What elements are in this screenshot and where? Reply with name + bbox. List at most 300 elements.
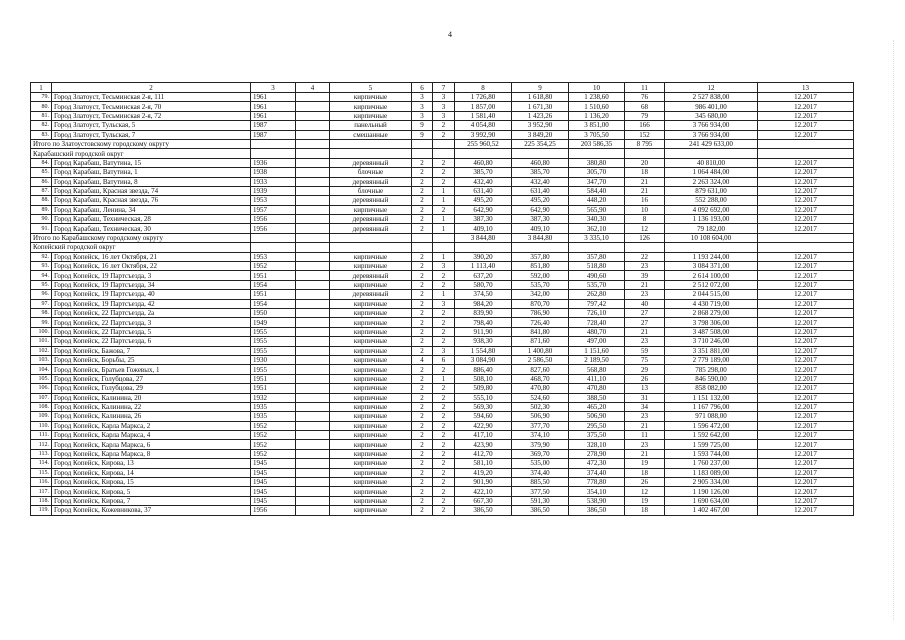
address: Город Копейск, Кирова, 13 (52, 459, 251, 468)
empty-cell (433, 149, 455, 158)
empty-cell (296, 139, 330, 148)
area-residential: 480,70 (569, 327, 625, 336)
table-row (31, 299, 854, 308)
wall-material: деревянный (330, 224, 412, 233)
address: Город Копейск, 19 Партсъезда, 40 (52, 290, 251, 299)
cost: 2 512 072,00 (665, 280, 758, 289)
cost: 858 082,00 (665, 384, 758, 393)
deadline: 12.2017 (758, 337, 854, 346)
area-living: 841,80 (512, 327, 569, 336)
deadline: 12.2017 (758, 327, 854, 336)
area-total: 417,10 (455, 431, 512, 440)
entrances: 3 (433, 93, 455, 102)
deadline: 12.2017 (758, 224, 854, 233)
deadline: 12.2017 (758, 215, 854, 224)
deadline: 12.2017 (758, 459, 854, 468)
area-total: 509,80 (455, 384, 512, 393)
year-built: 1951 (251, 271, 296, 280)
row-number: 93. (31, 262, 52, 271)
area-residential: 1 136,20 (569, 111, 625, 120)
area-total: 594,60 (455, 412, 512, 421)
floors: 2 (412, 412, 433, 421)
column-4 (296, 318, 330, 327)
floors: 9 (412, 121, 433, 130)
cost: 2 263 324,00 (665, 177, 758, 186)
address: Город Карабаш, Красная звезда, 74 (52, 186, 251, 195)
cost: 1 593 744,00 (665, 449, 758, 458)
table-row (31, 431, 854, 440)
residents: 19 (625, 496, 665, 505)
table-row (31, 93, 854, 102)
empty-cell (296, 233, 330, 242)
deadline: 12.2017 (758, 374, 854, 383)
table-row (31, 487, 854, 496)
cost: 1 592 642,00 (665, 431, 758, 440)
wall-material: смешанные (330, 130, 412, 139)
residents: 21 (625, 280, 665, 289)
residents: 21 (625, 327, 665, 336)
year-built: 1955 (251, 346, 296, 355)
row-number: 118. (31, 496, 52, 505)
area-residential: 778,80 (569, 478, 625, 487)
total-residents (625, 149, 665, 158)
row-number: 112. (31, 440, 52, 449)
residents: 75 (625, 355, 665, 364)
group-label: Копейский городской округ (31, 243, 251, 252)
cost: 1 690 634,00 (665, 496, 758, 505)
year-built: 1933 (251, 177, 296, 186)
table-row (31, 308, 854, 317)
wall-material: кирпичные (330, 111, 412, 120)
table-row (31, 402, 854, 411)
area-residential: 568,80 (569, 365, 625, 374)
deadline: 12.2017 (758, 506, 854, 515)
column-4 (296, 299, 330, 308)
column-4 (296, 186, 330, 195)
empty-cell (296, 243, 330, 252)
cost: 1 151 132,00 (665, 393, 758, 402)
address: Город Копейск, Борьбы, 25 (52, 355, 251, 364)
row-number: 107. (31, 393, 52, 402)
wall-material: деревянный (330, 215, 412, 224)
area-total: 3 992,90 (455, 130, 512, 139)
wall-material: кирпичные (330, 308, 412, 317)
address: Город Копейск, Карла Маркса, 2 (52, 421, 251, 430)
column-4 (296, 355, 330, 364)
total-area-living: 3 844,80 (512, 233, 569, 242)
area-residential: 726,10 (569, 308, 625, 317)
wall-material: деревянный (330, 196, 412, 205)
residents: 10 (625, 205, 665, 214)
table-row (31, 121, 854, 130)
area-residential: 472,30 (569, 459, 625, 468)
area-living: 342,00 (512, 290, 569, 299)
residents: 13 (625, 384, 665, 393)
floors: 2 (412, 299, 433, 308)
floors: 4 (412, 355, 433, 364)
row-number: 91. (31, 224, 52, 233)
entrances: 1 (433, 252, 455, 261)
row-number: 101. (31, 337, 52, 346)
area-residential: 375,50 (569, 431, 625, 440)
year-built: 1945 (251, 459, 296, 468)
wall-material: кирпичные (330, 421, 412, 430)
residents: 152 (625, 130, 665, 139)
column-header: 13 (758, 83, 854, 93)
row-number: 82. (31, 121, 52, 130)
wall-material: кирпичные (330, 327, 412, 336)
floors: 2 (412, 327, 433, 336)
total-residents: 126 (625, 233, 665, 242)
deadline: 12.2017 (758, 262, 854, 271)
deadline: 12.2017 (758, 280, 854, 289)
deadline: 12.2017 (758, 468, 854, 477)
residents: 18 (625, 468, 665, 477)
floors: 3 (412, 93, 433, 102)
area-total: 423,90 (455, 440, 512, 449)
deadline: 12.2017 (758, 252, 854, 261)
area-residential: 340,30 (569, 215, 625, 224)
area-residential: 388,50 (569, 393, 625, 402)
address: Город Копейск, Кирова, 14 (52, 468, 251, 477)
cost: 3 798 306,00 (665, 318, 758, 327)
wall-material: кирпичные (330, 468, 412, 477)
residents: 27 (625, 308, 665, 317)
entrances: 2 (433, 496, 455, 505)
table-row (31, 355, 854, 364)
row-number: 80. (31, 102, 52, 111)
floors: 2 (412, 177, 433, 186)
area-residential: 3 851,00 (569, 121, 625, 130)
deadline: 12.2017 (758, 496, 854, 505)
group-row (31, 139, 854, 148)
entrances: 2 (433, 384, 455, 393)
area-living: 535,00 (512, 459, 569, 468)
wall-material: кирпичные (330, 393, 412, 402)
residents: 12 (625, 224, 665, 233)
table-row (31, 506, 854, 515)
area-total: 495,20 (455, 196, 512, 205)
row-number: 99. (31, 318, 52, 327)
address: Город Копейск, Братьев Гожевых, 1 (52, 365, 251, 374)
deadline: 12.2017 (758, 431, 854, 440)
address: Город Копейск, Голубцова, 29 (52, 384, 251, 393)
column-4 (296, 121, 330, 130)
area-total: 938,30 (455, 337, 512, 346)
entrances: 2 (433, 412, 455, 421)
column-header: 7 (433, 83, 455, 93)
area-residential: 328,10 (569, 440, 625, 449)
area-living: 502,30 (512, 402, 569, 411)
cost: 971 088,00 (665, 412, 758, 421)
area-residential: 1 510,60 (569, 102, 625, 111)
area-living: 1 400,80 (512, 346, 569, 355)
row-number: 84. (31, 158, 52, 167)
area-residential: 386,50 (569, 506, 625, 515)
group-label: Карабашский городской округ (31, 149, 251, 158)
area-living: 369,70 (512, 449, 569, 458)
total-area-residential (569, 149, 625, 158)
area-living: 786,90 (512, 308, 569, 317)
address: Город Златоуст, Тесьминская 2-я, 70 (52, 102, 251, 111)
entrances: 2 (433, 177, 455, 186)
area-living: 592,00 (512, 271, 569, 280)
year-built: 1987 (251, 121, 296, 130)
address: Город Копейск, Калинина, 26 (52, 412, 251, 421)
area-residential: 506,90 (569, 412, 625, 421)
area-living: 535,70 (512, 280, 569, 289)
cost: 3 710 246,00 (665, 337, 758, 346)
table-row (31, 280, 854, 289)
year-built: 1951 (251, 374, 296, 383)
column-4 (296, 158, 330, 167)
cost: 1 183 089,00 (665, 468, 758, 477)
area-residential: 565,90 (569, 205, 625, 214)
address: Город Копейск, Кирова, 15 (52, 478, 251, 487)
cost: 1 136 193,00 (665, 215, 758, 224)
cost: 1 064 484,00 (665, 168, 758, 177)
wall-material: кирпичные (330, 478, 412, 487)
table-row (31, 459, 854, 468)
table-row (31, 158, 854, 167)
table-row (31, 440, 854, 449)
wall-material: деревянный (330, 177, 412, 186)
cost: 3 084 371,00 (665, 262, 758, 271)
area-living: 377,70 (512, 421, 569, 430)
residents: 31 (625, 393, 665, 402)
floors: 2 (412, 158, 433, 167)
column-header: 8 (455, 83, 512, 93)
column-4 (296, 440, 330, 449)
area-total: 667,30 (455, 496, 512, 505)
column-4 (296, 374, 330, 383)
column-4 (296, 393, 330, 402)
deadline: 12.2017 (758, 412, 854, 421)
empty-cell (251, 139, 296, 148)
deadline: 12.2017 (758, 299, 854, 308)
total-cost (665, 243, 758, 252)
wall-material: деревянный (330, 158, 412, 167)
cost: 4 092 692,00 (665, 205, 758, 214)
column-4 (296, 280, 330, 289)
floors: 2 (412, 168, 433, 177)
entrances: 2 (433, 478, 455, 487)
table-row (31, 337, 854, 346)
area-total: 508,10 (455, 374, 512, 383)
entrances: 2 (433, 421, 455, 430)
year-built: 1945 (251, 487, 296, 496)
address: Город Копейск, Голубцова, 27 (52, 374, 251, 383)
area-living: 506,90 (512, 412, 569, 421)
table-row (31, 102, 854, 111)
row-number: 94. (31, 271, 52, 280)
wall-material: кирпичные (330, 205, 412, 214)
column-4 (296, 308, 330, 317)
wall-material: кирпичные (330, 402, 412, 411)
residents: 26 (625, 478, 665, 487)
area-total: 911,90 (455, 327, 512, 336)
floors: 2 (412, 440, 433, 449)
residents: 18 (625, 168, 665, 177)
row-number: 103. (31, 355, 52, 364)
wall-material: кирпичные (330, 459, 412, 468)
deadline: 12.2017 (758, 487, 854, 496)
wall-material: кирпичные (330, 440, 412, 449)
area-residential: 535,70 (569, 280, 625, 289)
empty-cell (330, 233, 412, 242)
column-header: 11 (625, 83, 665, 93)
floors: 2 (412, 402, 433, 411)
group-row (31, 149, 854, 158)
row-number: 98. (31, 308, 52, 317)
cost: 785 298,00 (665, 365, 758, 374)
column-4 (296, 402, 330, 411)
wall-material: кирпичные (330, 449, 412, 458)
entrances: 3 (433, 102, 455, 111)
area-residential: 728,40 (569, 318, 625, 327)
wall-material: кирпичные (330, 412, 412, 421)
area-total: 422,90 (455, 421, 512, 430)
table-row (31, 449, 854, 458)
area-residential: 347,70 (569, 177, 625, 186)
column-4 (296, 459, 330, 468)
area-residential: 295,50 (569, 421, 625, 430)
area-total: 432,40 (455, 177, 512, 186)
deadline: 12.2017 (758, 346, 854, 355)
residents: 21 (625, 177, 665, 186)
residents: 23 (625, 337, 665, 346)
floors: 2 (412, 252, 433, 261)
entrances: 3 (433, 346, 455, 355)
row-number: 111. (31, 431, 52, 440)
total-area: 3 844,80 (455, 233, 512, 242)
entrances: 2 (433, 506, 455, 515)
residents: 20 (625, 158, 665, 167)
floors: 2 (412, 365, 433, 374)
residents: 21 (625, 421, 665, 430)
deadline: 12.2017 (758, 196, 854, 205)
row-number: 87. (31, 186, 52, 195)
residents: 19 (625, 459, 665, 468)
year-built: 1952 (251, 440, 296, 449)
deadline: 12.2017 (758, 290, 854, 299)
year-built: 1955 (251, 327, 296, 336)
cost: 2 779 189,00 (665, 355, 758, 364)
area-living: 642,90 (512, 205, 569, 214)
table-row (31, 327, 854, 336)
floors: 3 (412, 102, 433, 111)
row-number: 113. (31, 449, 52, 458)
area-residential: 797,42 (569, 299, 625, 308)
entrances: 2 (433, 449, 455, 458)
wall-material: кирпичные (330, 346, 412, 355)
row-number: 97. (31, 299, 52, 308)
year-built: 1945 (251, 496, 296, 505)
area-total: 798,40 (455, 318, 512, 327)
table-row (31, 186, 854, 195)
area-residential: 470,80 (569, 384, 625, 393)
deadline: 12.2017 (758, 271, 854, 280)
empty-cell (412, 233, 433, 242)
area-total: 412,70 (455, 449, 512, 458)
residents: 39 (625, 271, 665, 280)
column-header: 6 (412, 83, 433, 93)
deadline: 12.2017 (758, 158, 854, 167)
row-number: 100. (31, 327, 52, 336)
wall-material: кирпичные (330, 506, 412, 515)
wall-material: панельный (330, 121, 412, 130)
deadline: 12.2017 (758, 177, 854, 186)
cost: 4 430 719,00 (665, 299, 758, 308)
address: Город Копейск, Калинина, 22 (52, 402, 251, 411)
entrances: 3 (433, 111, 455, 120)
area-total: 637,20 (455, 271, 512, 280)
floors: 2 (412, 262, 433, 271)
floors: 2 (412, 393, 433, 402)
residents: 23 (625, 262, 665, 271)
area-living: 2 586,50 (512, 355, 569, 364)
area-residential: 3 705,50 (569, 130, 625, 139)
entrances: 2 (433, 205, 455, 214)
residents: 68 (625, 102, 665, 111)
scan-edge (893, 40, 900, 620)
cost: 1 167 796,00 (665, 402, 758, 411)
table-row (31, 478, 854, 487)
group-label: Итого по Карабашскому городскому округу (31, 233, 251, 242)
residents: 18 (625, 506, 665, 515)
address: Город Карабаш, Техническая, 28 (52, 215, 251, 224)
header-row (31, 83, 854, 93)
floors: 2 (412, 421, 433, 430)
column-header: 4 (296, 83, 330, 93)
residents: 76 (625, 93, 665, 102)
address: Город Копейск, Кирова, 5 (52, 487, 251, 496)
cost: 1 760 237,00 (665, 459, 758, 468)
floors: 2 (412, 506, 433, 515)
floors: 2 (412, 487, 433, 496)
deadline: 12.2017 (758, 449, 854, 458)
area-living: 409,10 (512, 224, 569, 233)
column-4 (296, 431, 330, 440)
address: Город Златоуст, Тесьминская 2-я, 111 (52, 93, 251, 102)
row-number: 90. (31, 215, 52, 224)
column-4 (296, 93, 330, 102)
deadline: 12.2017 (758, 384, 854, 393)
wall-material: деревянный (330, 290, 412, 299)
empty-cell (251, 243, 296, 252)
table-row (31, 290, 854, 299)
empty-cell (758, 139, 854, 148)
area-total: 631,40 (455, 186, 512, 195)
area-living: 885,50 (512, 478, 569, 487)
total-cost (665, 149, 758, 158)
area-residential: 584,40 (569, 186, 625, 195)
address: Город Копейск, Калинина, 20 (52, 393, 251, 402)
wall-material: кирпичные (330, 280, 412, 289)
area-total: 386,50 (455, 506, 512, 515)
entrances: 1 (433, 196, 455, 205)
empty-cell (758, 233, 854, 242)
residents: 21 (625, 449, 665, 458)
year-built: 1956 (251, 506, 296, 515)
column-4 (296, 337, 330, 346)
cost: 3 351 881,00 (665, 346, 758, 355)
table-row (31, 468, 854, 477)
cost: 79 182,00 (665, 224, 758, 233)
deadline: 12.2017 (758, 402, 854, 411)
row-number: 108. (31, 402, 52, 411)
column-header: 1 (31, 83, 52, 93)
